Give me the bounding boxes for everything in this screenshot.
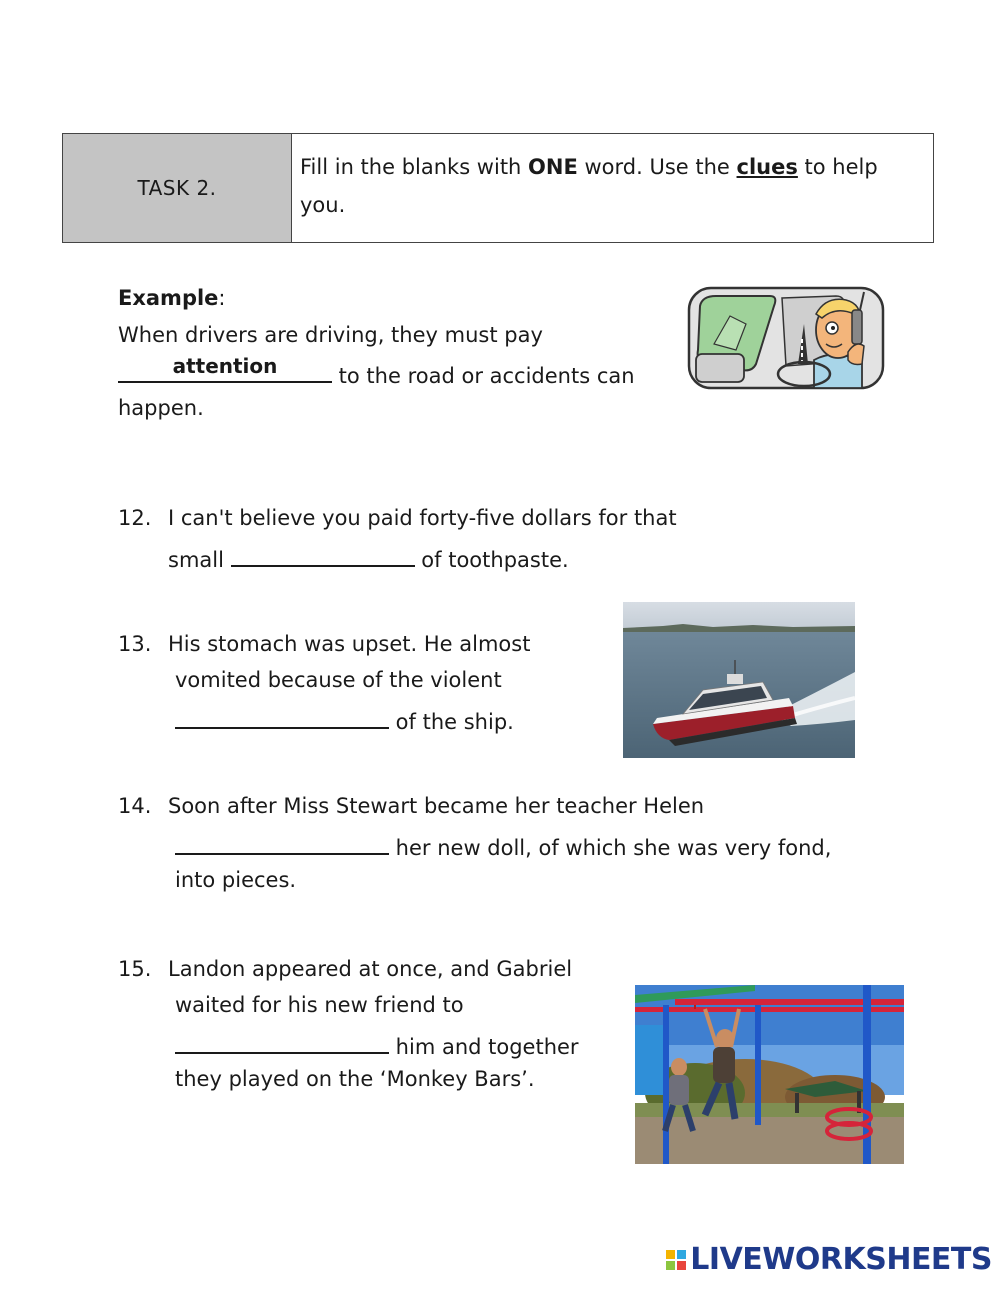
- question-12-number: 12.: [118, 506, 152, 530]
- question-14-number: 14.: [118, 794, 152, 818]
- question-15-number: 15.: [118, 957, 152, 981]
- liveworksheets-logo: [666, 1242, 992, 1277]
- question-12-blank[interactable]: [231, 543, 415, 567]
- driver-phone-illustration: [686, 284, 886, 392]
- question-15-line-3: him and together: [175, 1030, 579, 1059]
- question-15-line-2: waited for his new friend to: [175, 993, 464, 1017]
- question-15-line-1: 15. Landon appeared at once, and Gabriel: [118, 957, 573, 981]
- emphasis-one: ONE: [528, 155, 578, 179]
- question-15-blank[interactable]: [175, 1030, 389, 1054]
- monkey-bars-photo: [635, 985, 904, 1164]
- task-label: TASK 2.: [63, 134, 292, 242]
- question-13-blank[interactable]: [175, 705, 389, 729]
- question-14-line-1: 14. Soon after Miss Stewart became her teacher Helen: [118, 794, 705, 818]
- ferry-photo: [623, 602, 855, 758]
- task-header: [62, 133, 934, 243]
- logo-mark-icon: [666, 1250, 686, 1270]
- example-line-1: When drivers are driving, they must pay: [118, 323, 543, 347]
- question-12-line-1: 12. I can't believe you paid forty-five dollars for that: [118, 506, 677, 530]
- question-13-line-2: vomited because of the violent: [175, 668, 502, 692]
- example-line-3: happen.: [118, 396, 204, 420]
- question-14-line-2: her new doll, of which she was very fond,: [175, 831, 831, 860]
- logo-text: LIVEWORKSHEETS: [690, 1242, 992, 1277]
- question-12-line-2: small of toothpaste.: [168, 543, 569, 572]
- example-heading: Example:: [118, 286, 226, 310]
- question-14-blank[interactable]: [175, 831, 389, 855]
- question-13-line-3: of the ship.: [175, 705, 514, 734]
- question-14-line-3: into pieces.: [175, 868, 297, 892]
- emphasis-clues: clues: [736, 155, 798, 179]
- example-line-2: attention to the road or accidents can: [118, 359, 635, 388]
- task-instructions: Fill in the blanks with ONE word. Use the clues to help you.: [300, 155, 878, 217]
- question-15-line-4: they played on the ‘Monkey Bars’.: [175, 1067, 535, 1091]
- question-13-number: 13.: [118, 632, 152, 656]
- question-13-line-1: 13. His stomach was upset. He almost: [118, 632, 531, 656]
- example-answer-blank: [118, 354, 332, 383]
- example-answer: attention: [172, 354, 278, 378]
